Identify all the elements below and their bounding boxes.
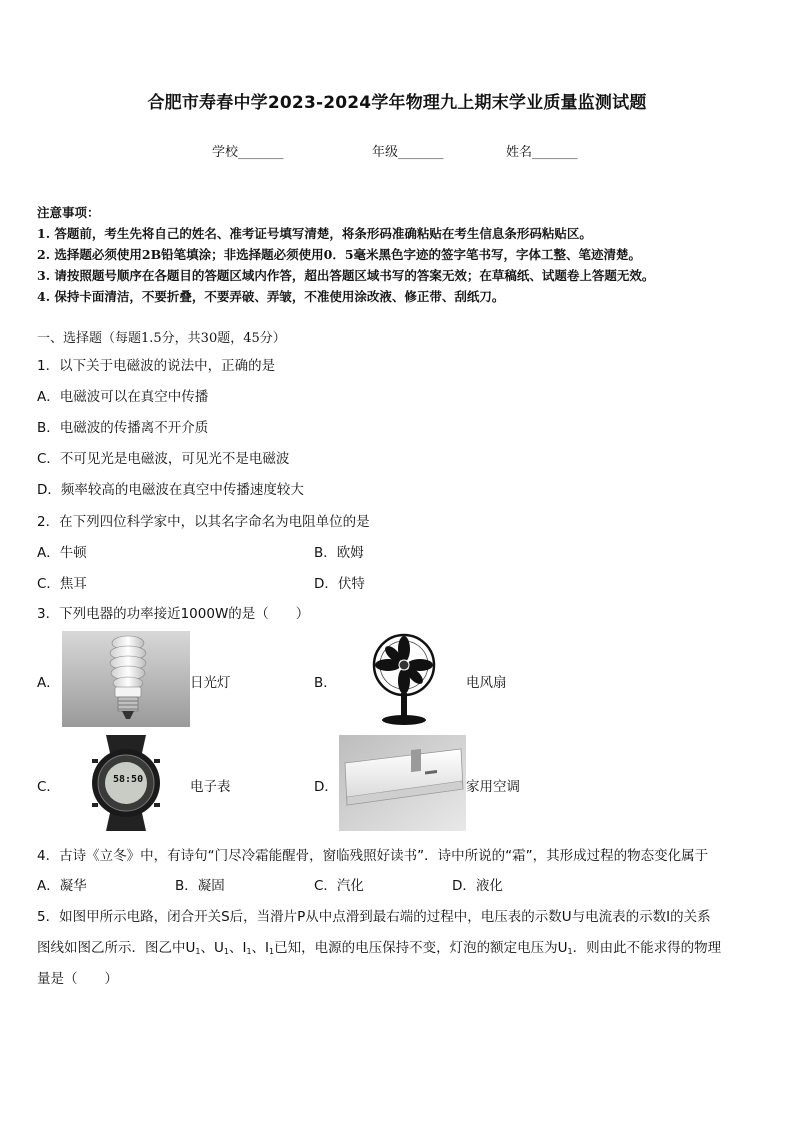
q3-option-c-text[interactable]: 电子表 xyxy=(190,779,231,795)
q4-option-a[interactable]: A．凝华 xyxy=(37,878,87,894)
q2-option-c[interactable]: C．焦耳 xyxy=(37,576,87,592)
page-title: 合肥市寿春中学2023-2024学年物理九上期末学业质量监测试题 xyxy=(147,93,647,113)
notice-item-2: 2. 选择题必须使用2B铅笔填涂；非选择题必须使用0．5毫米黑色字迹的签字笔书写，字体工整、笔迹清楚。 xyxy=(37,247,642,262)
q2-option-b[interactable]: B．欧姆 xyxy=(314,545,364,561)
q2-stem: 2．在下列四位科学家中，以其名字命名为电阻单位的是 xyxy=(37,514,370,530)
q3-option-b-letter[interactable]: B． xyxy=(314,675,337,691)
q2-option-d[interactable]: D．伏特 xyxy=(314,576,365,592)
q5-stem-line2: 图线如图乙所示．图乙中$U_1$、$U_1$、$I_1$、$I_1$已知，电源的电压保持不变，灯泡的额定电压为$U_1$．则由此不能求得的物理 xyxy=(37,940,722,956)
q1-option-b[interactable]: B．电磁波的传播离不开介质 xyxy=(37,420,209,436)
q4-stem: 4．古诗《立冬》中，有诗句“门尽冷霜能醒骨，窗临残照好读书”．诗中所说的“霜”，其形成过程的物态变化属于 xyxy=(37,848,709,864)
electronic-watch-image xyxy=(62,735,189,831)
grade-field[interactable]: 年级_______ xyxy=(372,145,444,160)
q3-option-d-text[interactable]: 家用空调 xyxy=(466,779,520,795)
q1-option-c[interactable]: C．不可见光是电磁波，可见光不是电磁波 xyxy=(37,451,290,467)
section-heading: 一、选择题（每题1.5分，共30题，45分） xyxy=(37,331,286,346)
q1-option-a[interactable]: A．电磁波可以在真空中传播 xyxy=(37,389,209,405)
q3-option-c-letter[interactable]: C． xyxy=(37,779,60,795)
q4-option-d[interactable]: D．液化 xyxy=(452,878,503,894)
q3-option-b-text[interactable]: 电风扇 xyxy=(466,675,507,691)
q3-stem: 3．下列电器的功率接近1000W的是（ ） xyxy=(37,606,310,622)
notice-item-3: 3. 请按照题号顺序在各题目的答题区域内作答，超出答题区域书写的答案无效；在草稿纸、试题卷上答题无效。 xyxy=(37,268,655,283)
q2-option-a[interactable]: A．牛顿 xyxy=(37,545,87,561)
q5-stem-line3: 量是（ ） xyxy=(37,971,118,987)
watch-display: 58:50 xyxy=(113,774,144,785)
q3-option-a-text[interactable]: 日光灯 xyxy=(190,675,231,691)
fluorescent-lamp-image xyxy=(62,631,190,727)
q4-option-b[interactable]: B．凝固 xyxy=(175,878,225,894)
q4-option-c[interactable]: C．汽化 xyxy=(314,878,364,894)
q3-option-a-letter[interactable]: A． xyxy=(37,675,60,691)
q1-stem: 1．以下关于电磁波的说法中，正确的是 xyxy=(37,358,276,374)
electric-fan-image xyxy=(338,631,466,727)
notice-item-1: 1. 答题前，考生先将自己的姓名、准考证号填写清楚，将条形码准确粘贴在考生信息条形码粘贴区。 xyxy=(37,226,592,241)
air-conditioner-image xyxy=(339,735,466,831)
q5-stem-line1: 5．如图甲所示电路，闭合开关S后，当滑片P从中点滑到最右端的过程中，电压表的示数U与电流表的示数I的关系 xyxy=(37,909,711,925)
q1-option-d[interactable]: D．频率较高的电磁波在真空中传播速度较大 xyxy=(37,482,304,498)
q3-option-d-letter[interactable]: D． xyxy=(314,779,338,795)
notice-heading: 注意事项： xyxy=(37,205,100,220)
school-field[interactable]: 学校_______ xyxy=(212,145,284,160)
name-field[interactable]: 姓名_______ xyxy=(506,145,578,160)
notice-item-4: 4. 保持卡面清洁，不要折叠，不要弄破、弄皱，不准使用涂改液、修正带、刮纸刀。 xyxy=(37,289,505,304)
